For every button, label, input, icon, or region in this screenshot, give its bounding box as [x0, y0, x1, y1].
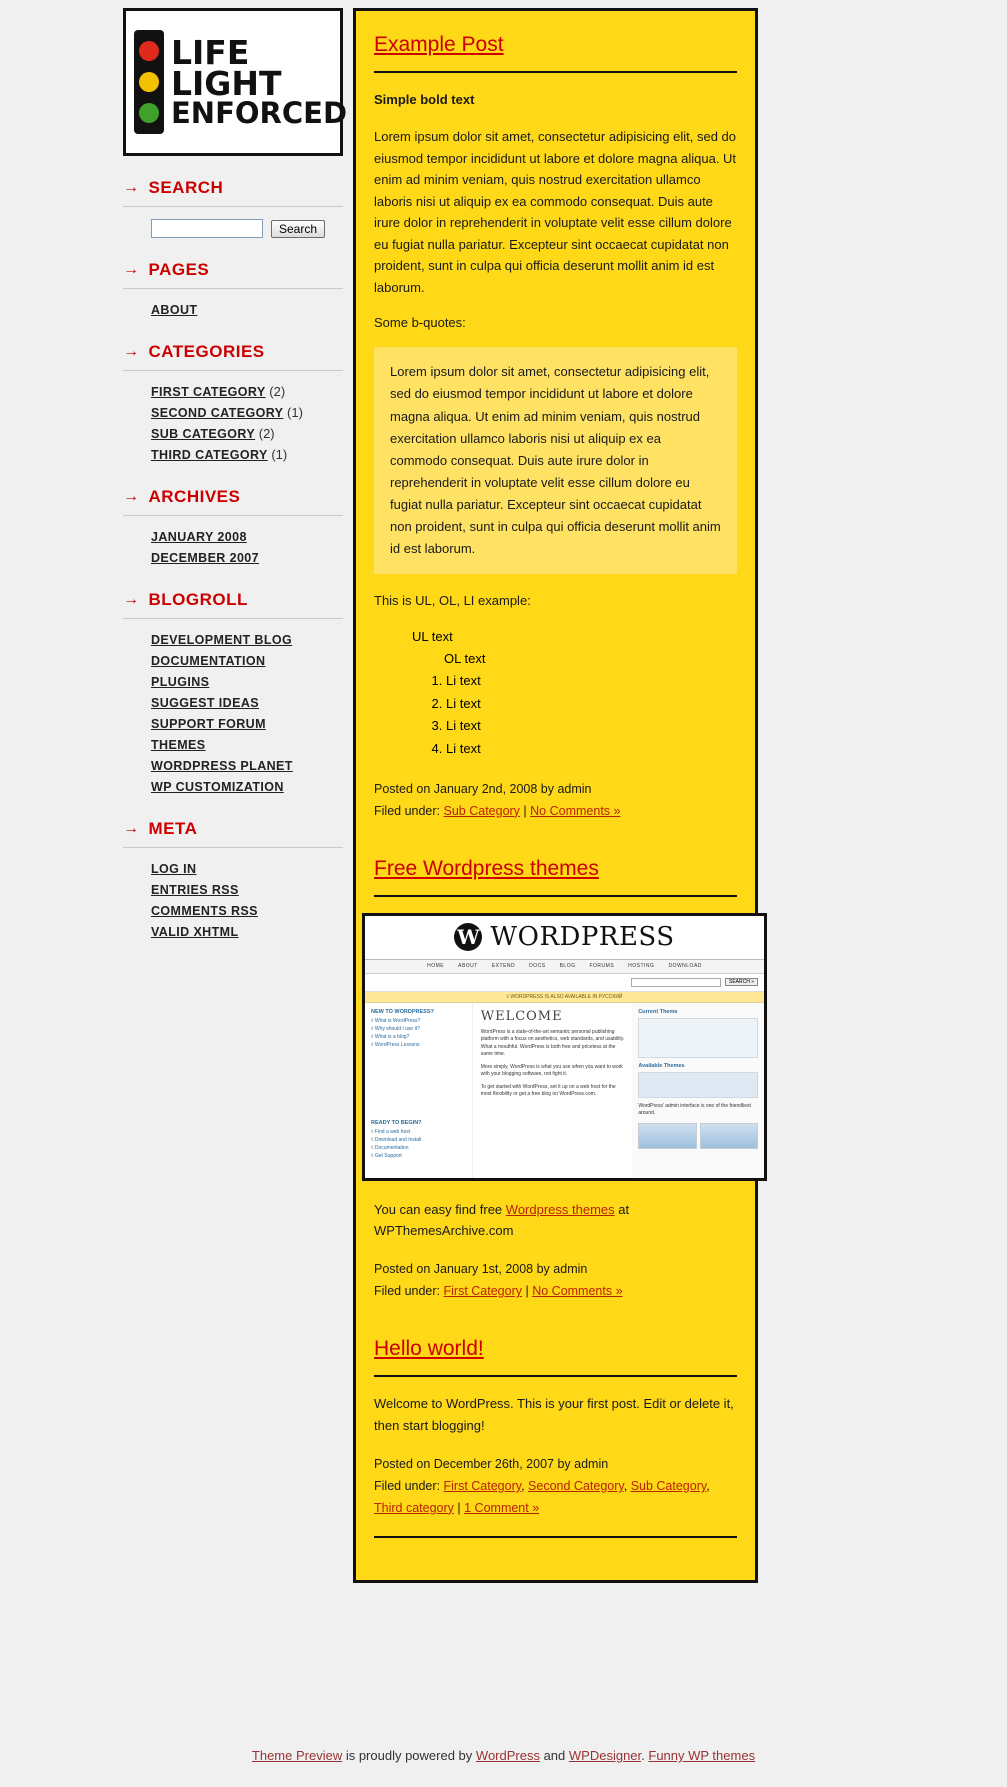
- meta-list: [123, 848, 343, 942]
- arrow-right-icon: →: [123, 261, 140, 278]
- screenshot-left-item: ◊ What is a blog?: [371, 1033, 410, 1040]
- search-button[interactable]: Search: [271, 220, 325, 238]
- screenshot-caption: WordPress' admin interface is one of the friendliest around.: [638, 1102, 751, 1117]
- divider: [374, 1536, 737, 1538]
- pages-list: [123, 289, 343, 320]
- list-item: [151, 526, 343, 547]
- sidebar-heading-label: PAGES: [148, 260, 210, 279]
- meta-separator: |: [525, 1284, 529, 1299]
- list-item: 4. Li text: [446, 738, 737, 761]
- search-input[interactable]: [151, 219, 263, 238]
- list-item: [151, 858, 343, 879]
- footer-text: is proudly powered by: [342, 1748, 476, 1763]
- screenshot-available-themes: [638, 1072, 758, 1098]
- category-count: (2): [269, 384, 286, 399]
- post-free-wordpress-themes: [371, 856, 754, 1304]
- blogroll-list: [123, 619, 343, 797]
- traffic-light-icon: [134, 30, 164, 134]
- post-example-post: [374, 33, 737, 823]
- post-blockquote: Lorem ipsum dolor sit amet, consectetur adipisicing elit, sed do eiusmod tempor incididunt ut labore et dolore magna aliqua. Ut enim ad minim veniam, quis nostrud exercitation ullamco laboris nisi ut aliquip ex ea commodo consequat. Duis aute irure dolor in reprehenderit in voluptate velit esse cillum dolore eu fugiat nulla pariatur. Excepteur sint occaecat cupidatat non proident, sunt in culpa qui officia deserunt mollit anim id est laborum.: [374, 347, 737, 574]
- screenshot-header: [365, 916, 764, 960]
- comments-link[interactable]: No Comments »: [530, 803, 621, 818]
- sidebar-heading-label: ARCHIVES: [148, 487, 241, 506]
- categories-list: [123, 371, 343, 465]
- screenshot-left-column: [365, 1003, 473, 1178]
- list-item: 1. Li text: [446, 670, 737, 693]
- wordpress-wordmark: WORDPRESS: [490, 922, 675, 953]
- sidebar-section-categories: [123, 342, 343, 465]
- post-body-after: at WPThemesArchive.com: [374, 1201, 630, 1239]
- list-item: [151, 921, 343, 942]
- list-item: 2. Li text: [446, 693, 737, 716]
- screenshot-thumb: [638, 1123, 696, 1149]
- sidebar-item-about[interactable]: ABOUT: [151, 303, 198, 317]
- sidebar-item-december-2007[interactable]: DECEMBER 2007: [151, 551, 260, 565]
- ordered-list: [426, 670, 737, 761]
- screenshot-left-item-2: ◊ Find a web host: [371, 1128, 411, 1135]
- sidebar-section-pages: [123, 260, 343, 320]
- sidebar-item-log-in[interactable]: LOG IN: [151, 862, 197, 876]
- list-item: [151, 692, 343, 713]
- nav-item: HOSTING: [628, 963, 655, 970]
- screenshot-paragraph: More simply, WordPress is what you use when you want to work with your blogging software, not fight it.: [480, 1063, 623, 1078]
- footer: [0, 1748, 1007, 1763]
- category-link-first-category[interactable]: First Category: [443, 1478, 522, 1493]
- post-title-link[interactable]: Example Post: [374, 33, 504, 56]
- list-item: [151, 734, 343, 755]
- sidebar-item-comments-rss[interactable]: COMMENTS RSS: [151, 904, 258, 918]
- screenshot-welcome-heading: WELCOME: [480, 1008, 563, 1024]
- sidebar-item-january-2008[interactable]: JANUARY 2008: [151, 530, 247, 544]
- screenshot-thumb-row: [638, 1123, 758, 1149]
- meta-separator: |: [457, 1500, 461, 1515]
- sidebar-item-entries-rss[interactable]: ENTRIES RSS: [151, 883, 239, 897]
- sidebar-heading-search: [123, 178, 343, 207]
- category-count: (1): [287, 405, 303, 420]
- post-body: [374, 1199, 737, 1242]
- sidebar-heading-archives: [123, 487, 343, 516]
- category-link-second-category[interactable]: Second Category: [528, 1478, 624, 1493]
- screenshot-left-item-2: ◊ Documentation: [371, 1144, 409, 1151]
- list-item: [151, 650, 343, 671]
- arrow-right-icon: →: [123, 488, 140, 505]
- footer-link-funny-wp-themes[interactable]: Funny WP themes: [648, 1748, 756, 1763]
- screenshot-left-item: ◊ What is WordPress?: [371, 1017, 421, 1024]
- list-item: [151, 444, 343, 465]
- post-meta: [374, 779, 737, 823]
- screenshot-left-heading: NEW TO WORDPRESS?: [371, 1008, 434, 1015]
- ul-text: UL text: [412, 628, 453, 644]
- category-link-sub-category[interactable]: Sub Category: [443, 803, 520, 818]
- nav-item: ABOUT: [458, 963, 478, 970]
- post-paragraph: Welcome to WordPress. This is your first post. Edit or delete it, then start blogging!: [374, 1396, 734, 1433]
- wordpress-screenshot-image[interactable]: [362, 913, 767, 1181]
- screenshot-middle-column: [473, 1003, 633, 1178]
- nav-item: EXTEND: [491, 963, 516, 970]
- main-content: [353, 8, 758, 1583]
- footer-link-theme-preview[interactable]: Theme Preview: [251, 1748, 343, 1763]
- screenshot-navbar: [365, 960, 764, 974]
- post-paragraph: Lorem ipsum dolor sit amet, consectetur adipisicing elit, sed do eiusmod tempor incididunt ut labore et dolore magna aliqua. Ut enim ad minim veniam, quis nostrud exercitation ullamco laboris nisi ut aliquip ex ea commodo consequat. Duis aute irure dolor in reprehenderit in voluptate velit esse cillum dolore eu fugiat nulla pariatur. Excepteur sint occaecat cupidatat non proident, sunt in culpa qui officia deserunt mollit anim id est laborum.: [374, 129, 737, 295]
- list-item: [151, 713, 343, 734]
- sidebar-item-first-category[interactable]: FIRST CATEGORY: [151, 385, 266, 399]
- post-meta: Posted on December 26th, 2007 by admin Filed under: First Category, Second Category, Sub Category, Third category | 1 Comment »: [374, 1454, 737, 1520]
- footer-text: .: [641, 1748, 649, 1763]
- wordpress-themes-link[interactable]: Wordpress themes: [505, 1201, 615, 1217]
- list-item: [151, 755, 343, 776]
- sidebar-heading-categories: [123, 342, 343, 371]
- divider: [374, 895, 737, 897]
- list-item: [151, 900, 343, 921]
- screenshot-banner: ◊ WORDPRESS IS ALSO AVAILABLE IN РУССКИЙ: [365, 992, 764, 1003]
- nav-item: FORUMS: [589, 963, 615, 970]
- wordpress-logo-icon: W: [454, 923, 482, 951]
- list-item: [151, 629, 343, 650]
- sidebar-heading-label: SEARCH: [148, 178, 224, 197]
- sidebar-item-suggest-ideas[interactable]: SUGGEST IDEAS: [151, 696, 259, 710]
- list-item: [151, 671, 343, 692]
- sidebar-heading-meta: [123, 819, 343, 848]
- post-posted-on: Posted on January 1st, 2008 by admin: [374, 1262, 588, 1277]
- post-meta: [374, 1259, 737, 1303]
- screenshot-search-input: [631, 978, 721, 987]
- category-count: (1): [271, 447, 288, 462]
- filed-under-label: Filed under:: [374, 1284, 441, 1299]
- sidebar-item-wp-customization[interactable]: WP CUSTOMIZATION: [151, 780, 284, 794]
- list-item: [151, 381, 343, 402]
- screenshot-right-column: [632, 1003, 764, 1178]
- post-title-link[interactable]: Free Wordpress themes: [374, 856, 599, 880]
- sidebar-item-valid-xhtml[interactable]: VALID XHTML: [151, 925, 239, 939]
- filed-under-label: Filed under:: [374, 803, 441, 818]
- screenshot-left-item-2: ◊ Download and Install: [371, 1136, 422, 1143]
- screenshot-left-item: ◊ Why should I use it?: [371, 1025, 420, 1032]
- list-item: [151, 547, 343, 568]
- screenshot-theme-preview: [638, 1018, 758, 1058]
- screenshot-paragraph: WordPress is a state-of-the-art semantic personal publishing platform with a focus on aesthetics, web standards, and usability. What a mouthful. WordPress is both free and priceless at the same time.: [480, 1028, 625, 1058]
- screenshot-thumb: [700, 1123, 758, 1149]
- sidebar-section-search: [123, 178, 343, 238]
- list-item: [151, 776, 343, 797]
- logo-line-2: LIGHT: [171, 64, 282, 104]
- sidebar-item-third-category[interactable]: THIRD CATEGORY: [151, 448, 268, 462]
- screenshot-paragraph: To get started with WordPress, set it up on a web host for the most flexibility or get a free blog on WordPress.com.: [480, 1083, 616, 1098]
- sidebar-section-meta: [123, 819, 343, 942]
- screenshot-body: [365, 1003, 764, 1178]
- archives-list: [123, 516, 343, 568]
- category-link-third-category[interactable]: Third category: [374, 1500, 454, 1515]
- screenshot-right-heading-2: Available Themes: [638, 1062, 685, 1069]
- nav-item: DOCS: [529, 963, 546, 970]
- post-posted-on: Posted on December 26th, 2007 by admin: [374, 1457, 609, 1472]
- divider: [374, 1375, 737, 1377]
- sidebar-item-themes[interactable]: THEMES: [151, 738, 206, 752]
- post-posted-on: Posted on January 2nd, 2008 by admin: [374, 781, 592, 796]
- logo-line-3: ENFORCED: [171, 95, 348, 130]
- meta-separator: |: [523, 803, 527, 818]
- category-link-sub-category[interactable]: Sub Category: [630, 1478, 707, 1493]
- sidebar-item-plugins[interactable]: PLUGINS: [151, 675, 210, 689]
- sidebar-item-sub-category[interactable]: SUB CATEGORY: [151, 427, 256, 441]
- category-count: (2): [258, 426, 275, 441]
- footer-link-wpdesigner[interactable]: WPDesigner: [568, 1748, 642, 1763]
- footer-text: and: [539, 1748, 569, 1763]
- sidebar-section-blogroll: [123, 590, 343, 797]
- sidebar-heading-label: CATEGORIES: [148, 342, 265, 361]
- sidebar-heading-pages: [123, 260, 343, 289]
- footer-link-wordpress[interactable]: WordPress: [475, 1748, 540, 1763]
- ol-text: OL text: [444, 650, 486, 666]
- nav-item: BLOG: [559, 963, 576, 970]
- post-hello-world: [374, 1337, 737, 1538]
- screenshot-right-heading: Current Theme: [638, 1008, 678, 1015]
- sidebar-heading-blogroll: [123, 590, 343, 619]
- arrow-right-icon: →: [123, 179, 140, 196]
- list-item: [151, 879, 343, 900]
- sidebar-item-support-forum[interactable]: SUPPORT FORUM: [151, 717, 266, 731]
- filed-under-label: Filed under:: [374, 1478, 441, 1493]
- sidebar-item-development-blog[interactable]: DEVELOPMENT BLOG: [151, 633, 293, 647]
- quote-intro: Some b-quotes:: [374, 314, 466, 330]
- category-link-first-category[interactable]: First Category: [443, 1284, 522, 1299]
- sidebar-item-wordpress-planet[interactable]: WORDPRESS PLANET: [151, 759, 293, 773]
- arrow-right-icon: →: [123, 343, 140, 360]
- post-title-link[interactable]: Hello world!: [374, 1337, 484, 1361]
- site-logo[interactable]: [123, 8, 348, 156]
- post-body-before: You can easy find free: [374, 1201, 506, 1217]
- arrow-right-icon: →: [123, 820, 140, 837]
- sidebar-section-archives: [123, 487, 343, 568]
- list-item: [151, 423, 343, 444]
- list-item: 3. Li text: [446, 715, 737, 738]
- list-item: [151, 299, 343, 320]
- list-item: [151, 402, 343, 423]
- sidebar-item-documentation[interactable]: DOCUMENTATION: [151, 654, 266, 668]
- screenshot-left-item-2: ◊ Get Support: [371, 1152, 402, 1159]
- screenshot-left-item: ◊ WordPress Lessons: [371, 1041, 420, 1048]
- sidebar: [123, 8, 348, 942]
- comments-link[interactable]: No Comments »: [532, 1284, 623, 1299]
- nav-item: HOME: [427, 963, 445, 970]
- sidebar-heading-label: BLOGROLL: [148, 590, 248, 609]
- comments-link[interactable]: 1 Comment »: [464, 1500, 540, 1515]
- logo-line-1: LIFE: [171, 32, 250, 72]
- list-intro: This is UL, OL, LI example:: [374, 593, 531, 609]
- screenshot-search-button: SEARCH »: [725, 978, 758, 986]
- post-bold-lead: Simple bold text: [374, 92, 475, 107]
- screenshot-left-heading-2: READY TO BEGIN?: [371, 1119, 422, 1126]
- nav-item: DOWNLOAD: [668, 963, 702, 970]
- sidebar-heading-label: META: [148, 819, 198, 838]
- arrow-right-icon: →: [123, 591, 140, 608]
- sidebar-item-second-category[interactable]: SECOND CATEGORY: [151, 406, 284, 420]
- divider: [374, 71, 737, 73]
- screenshot-searchbar: [365, 974, 764, 992]
